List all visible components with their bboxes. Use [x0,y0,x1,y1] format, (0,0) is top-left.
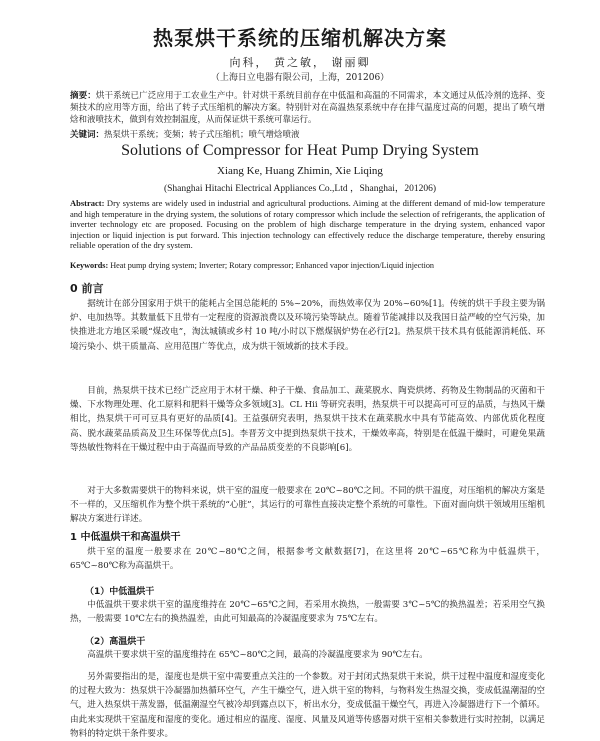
body-paragraph: 中低温烘干要求烘干室的温度维持在 20℃~65℃之间，若采用水换热，一般需要 3℃~5℃的换热温差；若采用空气换热，一般需要 10℃左右的换热温差，由此可知最高的冷凝温度要求为 75℃左右。 [70,600,545,625]
en-keywords-text: Heat pump drying system; Inverter; Rotary compressor; Enhanced vapor injection/Liquid injection [108,261,435,270]
subsection-heading-mid-low-temp: （1）中低温烘干 [85,587,155,597]
en-authors: Xiang Ke, Huang Zhimin, Xie Liqing [217,165,383,177]
en-title: Solutions of Compressor for Heat Pump Drying System [121,142,479,159]
section-heading-introduction: 0 前言 [70,282,104,295]
cn-authors: 向科， 黄之敏， 谢丽卿 [229,56,371,69]
en-keywords [70,261,545,270]
body-paragraph: 对于大多数需要烘干的物料来说，烘干室的温度一般要求在 20℃~80℃之间。不同的烘干温度，对压缩机的解决方案是不一样的，又压缩机作为整个烘干系统的“心脏”，其运行的可靠性直接决定整个系统的可靠性。下面对面向烘干领域用压缩机解决方案进行详述。 [70,486,545,525]
en-keywords-label: Keywords: [70,261,109,270]
en-abstract-text: Dry systems are widely used in industrial and agricultural productions. Aiming at the different demand of mid-low temperature and high temperature in the drying system, the solutions of rotary compressor which include the selection of refrigerants, the application of inverter technology etc are proposed. Focusing on the problem of high discharge temperature in the drying system, enhanced vapor injection or liquid injection is put forward. This injection technology can effectively reduce the discharge temperature, thereby ensuring reliable operation of the dry system. [70,198,545,251]
cn-abstract-label: 摘要： [70,91,96,101]
en-abstract-label: Abstract: [70,198,105,208]
cn-keywords-text: 热泵烘干系统；变频；转子式压缩机；喷气增焓喷液 [104,130,300,140]
en-affiliation: (Shanghai Hitachi Electrical Appliances Co.,Ltd ，Shanghai，201206) [163,184,436,194]
cn-title: 热泵烘干系统的压缩机解决方案 [153,26,447,50]
cn-abstract [70,90,545,126]
subsection-heading-high-temp: （2）高温烘干 [85,637,146,647]
cn-affiliation: （上海日立电器有限公司，上海，201206） [210,73,390,83]
body-paragraph: 据统计在部分国家用于烘干的能耗占全国总能耗的 5%~20%，而热效率仅为 20%~60%[1]。传统的烘干手段主要为锅炉、电加热等。其数量低下且带有一定程度的资源浪费以及环境污染等缺点。随着节能减排以及我国日益严峻的空气污染，加快推进北方地区采暖“煤改电”，淘汰城镇或乡村 10 吨/小时以下燃煤锅炉势在必行[2]。热泵烘干技术具有低能源消耗低、环境污染小、烘干质量高、应用范围广等优点，成为烘干领域新的技术手段。 [70,299,545,352]
en-abstract [70,198,545,251]
body-paragraph: 另外需要指出的是，湿度也是烘干室中需要重点关注的一个参数。对于封闭式热泵烘干来说，烘干过程中温度和湿度变化的过程大致为：热泵烘干冷凝器加热循环空气，产生干燥空气，进入烘干室的物料，与物料发生热湿交换，变成低温潮湿的空气，进入热泵烘干蒸发器，低温潮湿空气被冷却到露点以下，析出水分，变成低温干燥空气，再进入冷凝器进行下一个循环。由此来实现烘干室温度和湿度的变化。通过相应的温度、湿度、风量及风道等传感器对烘干室相关参数进行实时控制，以满足物料的特定烘干条件要求。 [70,672,545,739]
cn-abstract-text: 烘干系统已广泛应用于工农业生产中。针对烘干系统目前存在中低温和高温的不同需求，本文通过从低冷剂的选择、变频技术的应用等方面，给出了转子式压缩机的解决方案。特别针对在高温热泵系统中存在排气温度过高的问题，提出了喷气增焓和液喷技术，做到有效控制温度，从而保证烘干系统可靠运行。 [70,91,545,125]
body-paragraph: 烘干室的温度一般要求在 20℃~80℃之间，根据参考文献数据[7]，在这里将 20℃~65℃称为中低温烘干，65℃~80℃称为高温烘干。 [70,547,545,572]
cn-keywords-label: 关键词： [70,130,105,140]
cn-keywords [70,128,545,140]
body-paragraph: 目前，热泵烘干技术已经广泛应用于木材干燥、种子干燥、食品加工、蔬菜脱水、陶瓷烘烤、药物及生物制品的灭菌和干燥、下水物理处理、化工原料和肥料干燥等众多领域[3]。CL Hii 等研究表明，热泵烘干可以提高可可豆的品质，与热风干燥相比，热泵烘干可可豆具有更好的品质[4]。王益强研究表明，热泵烘干技术在蔬菜脱水中具有节能高效、内部优质化程度高、脱水蔬菜品质高及卫生环保等优点[5]。李晋芳文中提到热泵烘干技术，干燥效率高，特别是在低温干燥时，可避免果蔬等热敏性物料在干燥过程中由于高温而导致的产品品质变差的不良影响[6]。 [70,386,545,453]
section-heading-1: 1 中低温烘干和高温烘干 [70,532,181,543]
body-paragraph: 高温烘干要求烘干室的温度维持在 65℃~80℃之间，最高的冷凝温度要求为 90℃左右。 [87,650,428,660]
